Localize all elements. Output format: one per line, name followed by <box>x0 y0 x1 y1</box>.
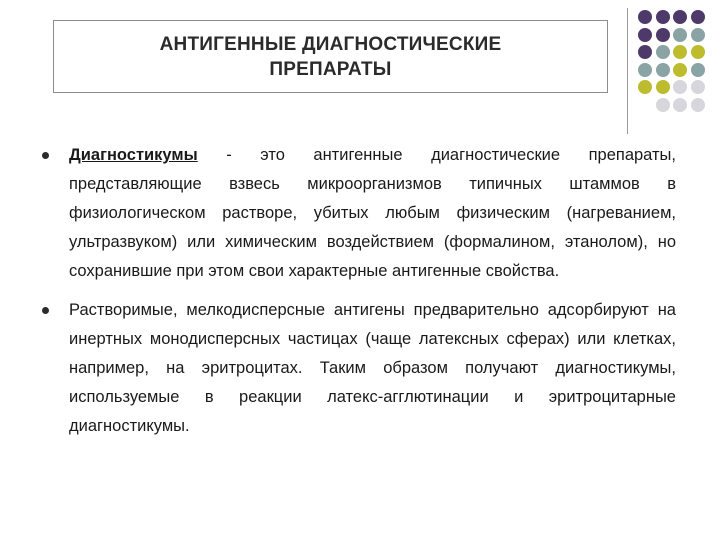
decorative-dot <box>656 10 670 24</box>
decorative-dot <box>673 10 687 24</box>
decorative-dot <box>638 63 652 77</box>
decorative-dot <box>691 45 705 59</box>
decorative-dot <box>638 80 652 94</box>
bullet-marker <box>42 152 49 159</box>
decorative-dot <box>691 98 705 112</box>
decorative-dot <box>656 98 670 112</box>
decorative-dot <box>691 28 705 42</box>
decorative-dot <box>656 63 670 77</box>
decorative-dot <box>638 45 652 59</box>
decorative-dot <box>691 80 705 94</box>
decorative-dot <box>673 45 687 59</box>
bullet-text-1 <box>69 141 676 286</box>
bullet-marker <box>42 307 49 314</box>
decorative-dot <box>656 80 670 94</box>
term-diagnostikumy: Диагностикумы <box>69 146 198 164</box>
decorative-dot-grid <box>638 10 714 110</box>
bullet-text-2: Растворимые, мелкодисперсные антигены предварительно адсорбируют на инертных монодисперсных частицах (чаще латексных сферах) или клетках, например, на эритроцитах. Таким образом получают диагностикумы, используемые в реакции латекс-агглютинации и эритроцитарные диагностикумы. <box>69 301 676 435</box>
decorative-dot <box>656 45 670 59</box>
title-box <box>53 20 608 93</box>
bullet-text-1-body: - это антигенные диагностические препараты, представляющие взвесь микроорганизмов типичных штаммов в физиологическом растворе, убитых любым физическим (нагреванием, ультразвуком) или химическим воздействием (формалином, этанолом), но сохранившие при этом свои характерные антигенные свойства. <box>69 146 676 280</box>
vertical-divider <box>627 8 628 134</box>
decorative-dot <box>656 28 670 42</box>
bullet-list <box>36 141 676 451</box>
decorative-dot <box>673 63 687 77</box>
decorative-dot <box>673 98 687 112</box>
decorative-dot <box>638 10 652 24</box>
decorative-dot <box>673 28 687 42</box>
title-line-2: ПРЕПАРАТЫ <box>269 58 392 80</box>
bullet-item-2 <box>36 296 676 441</box>
bullet-item-1 <box>36 141 676 286</box>
decorative-dot <box>673 80 687 94</box>
decorative-dot <box>691 63 705 77</box>
decorative-dot <box>691 10 705 24</box>
title-line-1: АНТИГЕННЫЕ ДИАГНОСТИЧЕСКИЕ <box>159 33 502 55</box>
decorative-dot <box>638 28 652 42</box>
